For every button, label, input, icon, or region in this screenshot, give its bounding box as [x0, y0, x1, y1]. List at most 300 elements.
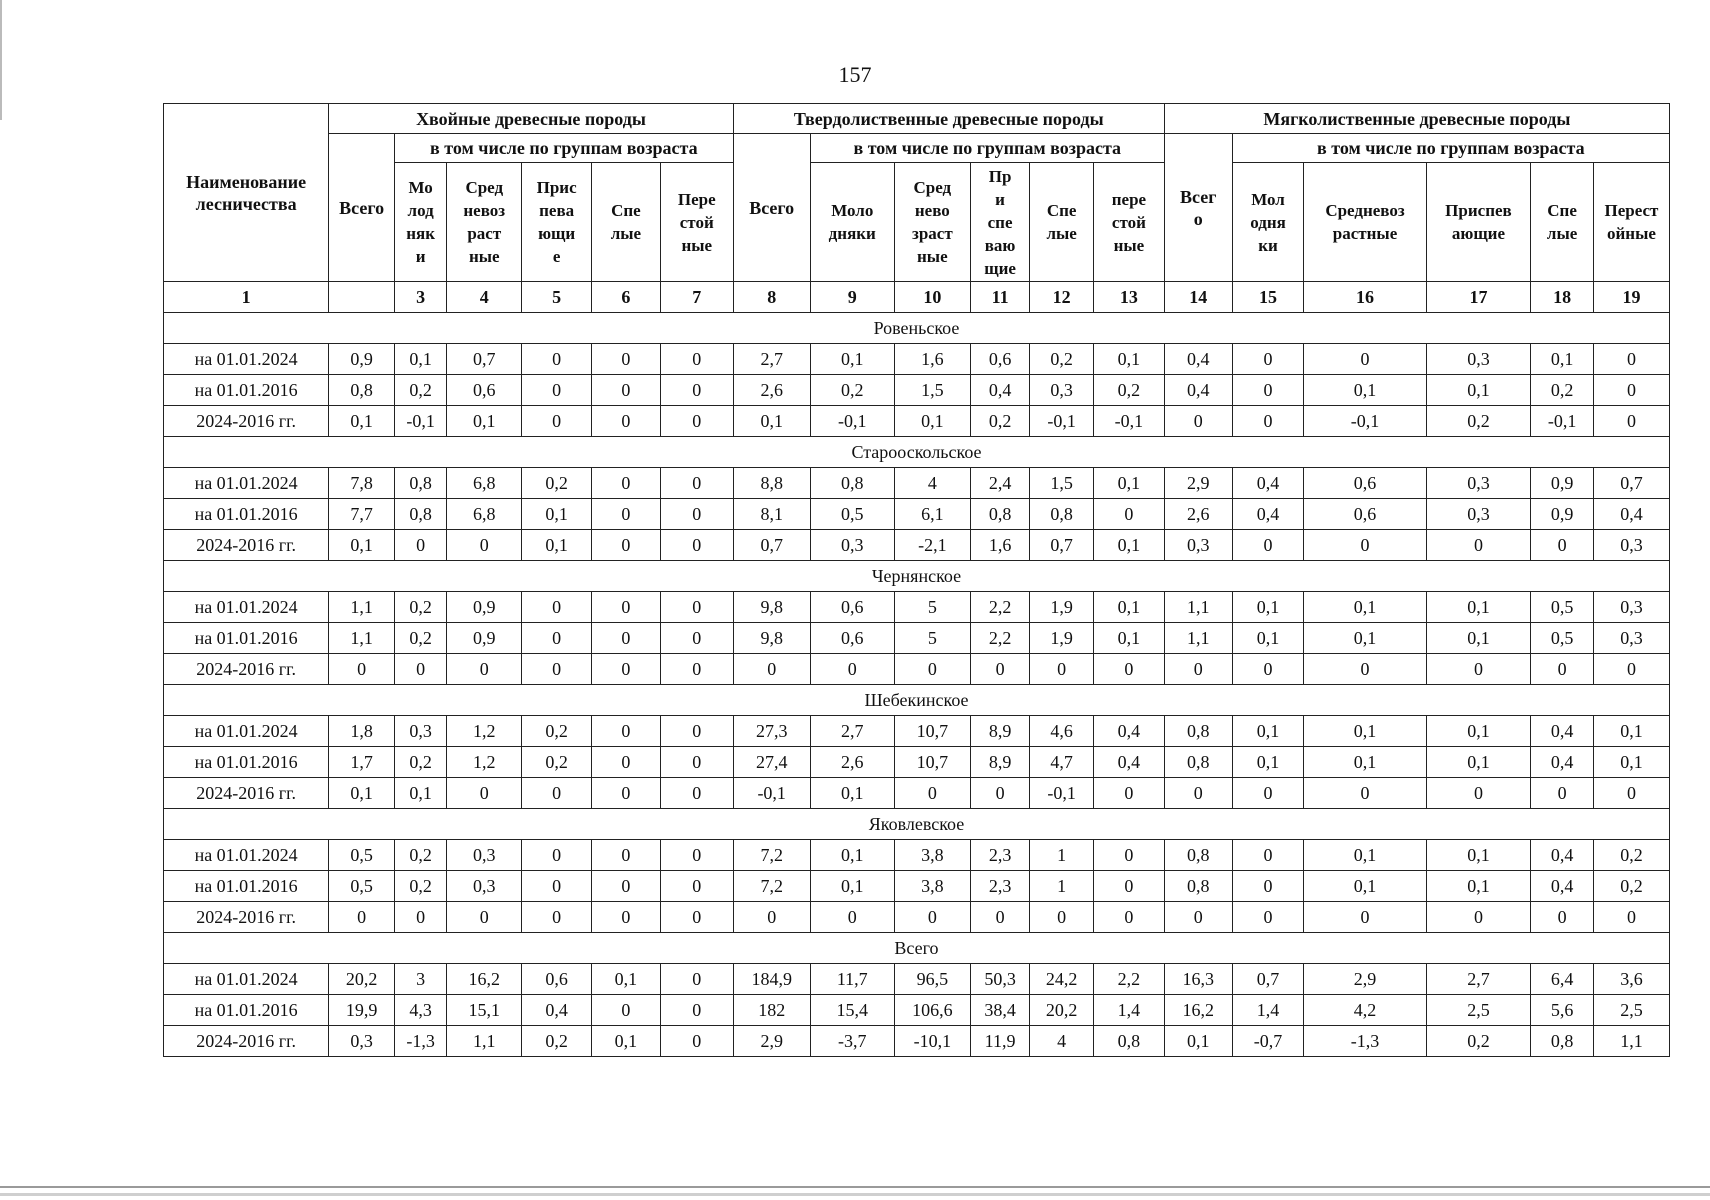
table-cell: 0	[660, 592, 733, 623]
table-cell: 0,1	[1531, 344, 1594, 375]
table-cell: 0,1	[394, 344, 446, 375]
table-cell: 5,6	[1531, 995, 1594, 1026]
table-cell: 182	[733, 995, 810, 1026]
table-cell: 6,4	[1531, 964, 1594, 995]
table-cell: 0,3	[1426, 468, 1531, 499]
table-cell: 0	[660, 499, 733, 530]
table-cell: 0,3	[1030, 375, 1094, 406]
table-cell: 0,1	[522, 499, 592, 530]
header-hardwood-total: Всего	[733, 134, 810, 282]
table-cell: 0	[1030, 654, 1094, 685]
table-cell: 0	[810, 654, 894, 685]
table-row	[164, 592, 1670, 623]
table-cell: 0,1	[1304, 871, 1426, 902]
row-label: на 01.01.2024	[164, 592, 329, 623]
table-cell: 7,2	[733, 840, 810, 871]
table-header	[164, 104, 1670, 313]
header-group-softwood: Мягколиственные древесные породы	[1164, 104, 1669, 134]
table-cell: 0,3	[1426, 499, 1531, 530]
table-cell: 0,7	[1593, 468, 1669, 499]
row-label: 2024-2016 гг.	[164, 778, 329, 809]
table-cell: 0	[592, 344, 661, 375]
table-cell: 50,3	[970, 964, 1030, 995]
table-cell: 6,8	[447, 499, 522, 530]
table-cell: 0,7	[733, 530, 810, 561]
table-cell: 0,1	[1304, 375, 1426, 406]
table-cell: 0,3	[447, 840, 522, 871]
header-conifer-age-col: Сред невоз раст ные	[447, 163, 522, 282]
row-label: на 01.01.2016	[164, 747, 329, 778]
table-cell: 0	[522, 623, 592, 654]
table-cell: 1,6	[970, 530, 1030, 561]
table-cell: 0	[660, 468, 733, 499]
table-cell: 0,2	[1426, 1026, 1531, 1057]
table-cell: 0	[1426, 654, 1531, 685]
table-row	[164, 778, 1670, 809]
table-cell: 0	[447, 778, 522, 809]
header-conifer-age-col: Спе лые	[592, 163, 661, 282]
table-cell: 0,1	[522, 530, 592, 561]
table-cell: 0,8	[970, 499, 1030, 530]
table-cell: 0	[522, 375, 592, 406]
column-number: 12	[1030, 282, 1094, 313]
table-cell: 0,2	[394, 747, 446, 778]
table-cell: 3,8	[894, 871, 970, 902]
table-cell: 0,9	[329, 344, 395, 375]
column-number: 9	[810, 282, 894, 313]
table-cell: 0	[1531, 530, 1594, 561]
table-cell: 0,3	[1426, 344, 1531, 375]
table-cell: 1,4	[1232, 995, 1304, 1026]
table-cell: 0	[660, 530, 733, 561]
header-hardwood-age-col: Моло дняки	[810, 163, 894, 282]
forestry-age-group-table	[163, 103, 1670, 1057]
table-cell: 0,1	[1593, 747, 1669, 778]
table-cell: 184,9	[733, 964, 810, 995]
table-cell: 2,2	[1093, 964, 1164, 995]
table-cell: 0	[1593, 654, 1669, 685]
table-cell: 20,2	[1030, 995, 1094, 1026]
section-title: Всего	[164, 933, 1670, 964]
table-cell: 6,1	[894, 499, 970, 530]
table-cell: 0,1	[592, 1026, 661, 1057]
table-cell: 3,8	[894, 840, 970, 871]
table-cell: 0,2	[810, 375, 894, 406]
row-label: на 01.01.2024	[164, 468, 329, 499]
table-cell: 0,9	[447, 623, 522, 654]
table-cell: 1,2	[447, 716, 522, 747]
table-cell: 0	[447, 902, 522, 933]
table-cell: -10,1	[894, 1026, 970, 1057]
table-cell: 0,1	[733, 406, 810, 437]
table-cell: 1,1	[1593, 1026, 1669, 1057]
column-number: 19	[1593, 282, 1669, 313]
row-label: на 01.01.2016	[164, 375, 329, 406]
table-cell: 0,3	[329, 1026, 395, 1057]
table-row	[164, 902, 1670, 933]
table-cell: 3	[394, 964, 446, 995]
table-cell: 0,1	[1304, 592, 1426, 623]
table-cell: -0,1	[1030, 406, 1094, 437]
table-cell: 5	[894, 592, 970, 623]
table-cell: 0,7	[1030, 530, 1094, 561]
table-cell: 0,1	[894, 406, 970, 437]
table-cell: 0,1	[1426, 623, 1531, 654]
table-cell: 0,6	[810, 623, 894, 654]
header-hardwood-age-col: Сред нево зраст ные	[894, 163, 970, 282]
table-cell: 0	[894, 654, 970, 685]
table-cell: 0,6	[1304, 468, 1426, 499]
table-cell: 0,8	[1531, 1026, 1594, 1057]
table-cell: 0,1	[1093, 623, 1164, 654]
table-cell: 0,4	[970, 375, 1030, 406]
table-cell: 2,2	[970, 592, 1030, 623]
table-cell: 2,3	[970, 840, 1030, 871]
table-cell: 0	[522, 654, 592, 685]
table-cell: 0	[1232, 654, 1304, 685]
row-label: на 01.01.2016	[164, 871, 329, 902]
table-cell: 0,4	[1531, 716, 1594, 747]
table-row	[164, 406, 1670, 437]
table-cell: 0,1	[1304, 716, 1426, 747]
table-cell: 0	[592, 530, 661, 561]
table-cell: 0,1	[329, 778, 395, 809]
table-cell: 2,7	[733, 344, 810, 375]
table-cell: 0,9	[1531, 499, 1594, 530]
table-cell: 0,1	[1093, 530, 1164, 561]
table-cell: 0	[1531, 654, 1594, 685]
table-body	[164, 313, 1670, 1057]
table-cell: 0	[592, 592, 661, 623]
table-cell: 0	[447, 654, 522, 685]
table-cell: 0,2	[1030, 344, 1094, 375]
table-cell: 0,4	[1164, 375, 1232, 406]
table-cell: 0	[1093, 902, 1164, 933]
table-cell: 0	[1093, 499, 1164, 530]
column-number: 7	[660, 282, 733, 313]
table-cell: 0	[592, 747, 661, 778]
table-cell: 0	[660, 1026, 733, 1057]
table-cell: 2,6	[810, 747, 894, 778]
table-cell: 0,1	[1093, 344, 1164, 375]
table-cell: 0	[1593, 344, 1669, 375]
table-cell: 1,1	[1164, 623, 1232, 654]
table-cell: 8,9	[970, 747, 1030, 778]
table-row	[164, 716, 1670, 747]
table-cell: 2,3	[970, 871, 1030, 902]
table-cell: 10,7	[894, 716, 970, 747]
table-cell: 0,8	[329, 375, 395, 406]
table-cell: 8,8	[733, 468, 810, 499]
table-cell: 0,3	[1593, 530, 1669, 561]
column-number: 6	[592, 282, 661, 313]
table-cell: 0,2	[1593, 871, 1669, 902]
table-cell: 0,4	[1531, 871, 1594, 902]
table-cell: 0	[660, 654, 733, 685]
row-label: 2024-2016 гг.	[164, 406, 329, 437]
section-title: Яковлевское	[164, 809, 1670, 840]
table-cell: 2,5	[1593, 995, 1669, 1026]
table-cell: 16,2	[447, 964, 522, 995]
table-cell: 2,6	[733, 375, 810, 406]
table-cell: 4	[1030, 1026, 1094, 1057]
table-cell: 8,9	[970, 716, 1030, 747]
table-cell: 0	[1304, 344, 1426, 375]
section-title: Шебекинское	[164, 685, 1670, 716]
table-cell: 0,2	[522, 468, 592, 499]
table-cell: -0,1	[1304, 406, 1426, 437]
table-cell: 0,8	[394, 499, 446, 530]
table-cell: 0	[1232, 840, 1304, 871]
row-label: на 01.01.2024	[164, 716, 329, 747]
table-cell: 0,1	[1093, 468, 1164, 499]
column-number: 8	[733, 282, 810, 313]
table-cell: 0	[1164, 902, 1232, 933]
table-cell: 0,2	[522, 1026, 592, 1057]
table-cell: 1,7	[329, 747, 395, 778]
table-cell: 0	[394, 654, 446, 685]
table-cell: 0,4	[1531, 840, 1594, 871]
row-label: на 01.01.2024	[164, 840, 329, 871]
table-cell: 7,2	[733, 871, 810, 902]
table-cell: 11,7	[810, 964, 894, 995]
column-number: 17	[1426, 282, 1531, 313]
table-cell: 1,2	[447, 747, 522, 778]
table-cell: 5	[894, 623, 970, 654]
header-hardwood-age-col: пере стой ные	[1093, 163, 1164, 282]
table-cell: 0	[733, 902, 810, 933]
table-cell: 2,7	[1426, 964, 1531, 995]
table-cell: 0,2	[394, 375, 446, 406]
table-cell: -0,1	[1093, 406, 1164, 437]
table-cell: 0	[592, 406, 661, 437]
row-label: 2024-2016 гг.	[164, 530, 329, 561]
table-cell: 0,1	[592, 964, 661, 995]
table-cell: 0	[660, 995, 733, 1026]
table-cell: 0,6	[810, 592, 894, 623]
row-label: 2024-2016 гг.	[164, 1026, 329, 1057]
table-cell: 0	[592, 499, 661, 530]
section-title: Чернянское	[164, 561, 1670, 592]
table-cell: 0	[447, 530, 522, 561]
table-cell: 8,1	[733, 499, 810, 530]
table-cell: 0	[592, 716, 661, 747]
row-label: на 01.01.2016	[164, 995, 329, 1026]
table-cell: 0	[1232, 406, 1304, 437]
table-cell: 0,8	[1164, 840, 1232, 871]
table-cell: 0,4	[1232, 499, 1304, 530]
table-cell: 0	[894, 778, 970, 809]
table-cell: 0,2	[1531, 375, 1594, 406]
table-cell: -1,3	[394, 1026, 446, 1057]
table-cell: 0	[522, 778, 592, 809]
table-cell: 0	[733, 654, 810, 685]
table-cell: 0	[660, 778, 733, 809]
table-cell: 0,1	[329, 530, 395, 561]
table-cell: 1	[1030, 871, 1094, 902]
table-cell: 0	[522, 902, 592, 933]
table-cell: 0	[592, 623, 661, 654]
table-cell: 20,2	[329, 964, 395, 995]
column-number: 18	[1531, 282, 1594, 313]
table-cell: 27,4	[733, 747, 810, 778]
table-cell: 0,8	[394, 468, 446, 499]
table-cell: 0,1	[1232, 747, 1304, 778]
scan-bottom-rule	[0, 1186, 1710, 1188]
table-row	[164, 375, 1670, 406]
table-cell: 0	[1030, 902, 1094, 933]
table-cell: 0,1	[1164, 1026, 1232, 1057]
table-cell: 0	[592, 902, 661, 933]
table-cell: -0,1	[733, 778, 810, 809]
section-title: Ровеньское	[164, 313, 1670, 344]
table-cell: 0	[592, 468, 661, 499]
table-cell: 0	[1164, 654, 1232, 685]
table-cell: 0,5	[1531, 592, 1594, 623]
table-cell: 0	[970, 902, 1030, 933]
table-cell: 0,4	[1093, 716, 1164, 747]
table-cell: -0,7	[1232, 1026, 1304, 1057]
table-row	[164, 995, 1670, 1026]
table-cell: 0	[810, 902, 894, 933]
table-cell: 0	[1304, 530, 1426, 561]
scan-bottom-rule-secondary	[0, 1193, 1710, 1196]
table-cell: 1,9	[1030, 623, 1094, 654]
table-cell: 0	[1531, 902, 1594, 933]
table-cell: 0	[1164, 778, 1232, 809]
table-cell: 0,2	[394, 840, 446, 871]
table-cell: 1,4	[1093, 995, 1164, 1026]
header-forestry-name: Наименование лесничества	[164, 104, 329, 282]
table-cell: 2,9	[1304, 964, 1426, 995]
table-cell: 1,6	[894, 344, 970, 375]
table-cell: 0	[1232, 902, 1304, 933]
table-cell: 0,3	[1593, 592, 1669, 623]
table-cell: 1,9	[1030, 592, 1094, 623]
table-cell: 0	[1426, 902, 1531, 933]
table-cell: 0,7	[447, 344, 522, 375]
column-number: 5	[522, 282, 592, 313]
table-cell: 0,8	[810, 468, 894, 499]
column-number: 13	[1093, 282, 1164, 313]
table-cell: 0,2	[394, 871, 446, 902]
header-softwood-total: Всег о	[1164, 134, 1232, 282]
table-cell: 0,1	[394, 778, 446, 809]
table-row	[164, 654, 1670, 685]
table-cell: 0	[1304, 902, 1426, 933]
table-cell: 0,2	[522, 716, 592, 747]
table-cell: 0	[1232, 344, 1304, 375]
table-cell: 7,7	[329, 499, 395, 530]
table-cell: 11,9	[970, 1026, 1030, 1057]
table-cell: -3,7	[810, 1026, 894, 1057]
table-cell: 0	[592, 375, 661, 406]
table-cell: 1,1	[447, 1026, 522, 1057]
table-row	[164, 1026, 1670, 1057]
table-cell: 0,3	[447, 871, 522, 902]
table-cell: 0,6	[447, 375, 522, 406]
section-title: Старооскольское	[164, 437, 1670, 468]
header-hardwood-age-col: Спе лые	[1030, 163, 1094, 282]
table-cell: 0,6	[1304, 499, 1426, 530]
column-number: 14	[1164, 282, 1232, 313]
row-label: на 01.01.2024	[164, 964, 329, 995]
table-row	[164, 964, 1670, 995]
table-cell: 0,3	[1164, 530, 1232, 561]
table-cell: 4,7	[1030, 747, 1094, 778]
table-cell: 1,1	[329, 592, 395, 623]
table-cell: 0,1	[1304, 840, 1426, 871]
table-cell: 0	[1093, 778, 1164, 809]
table-cell: 0	[1593, 778, 1669, 809]
table-cell: 7,8	[329, 468, 395, 499]
table-cell: 0	[592, 871, 661, 902]
table-cell: 0,3	[1593, 623, 1669, 654]
table-cell: 0,4	[1593, 499, 1669, 530]
header-conifer-age-col: Мо лод няк и	[394, 163, 446, 282]
row-label: на 01.01.2024	[164, 344, 329, 375]
table-cell: 0,6	[970, 344, 1030, 375]
table-cell: 10,7	[894, 747, 970, 778]
table-cell: 2,7	[810, 716, 894, 747]
table-cell: 0	[970, 654, 1030, 685]
table-row	[164, 623, 1670, 654]
table-cell: 1,1	[329, 623, 395, 654]
table-cell: 15,4	[810, 995, 894, 1026]
row-label: на 01.01.2016	[164, 623, 329, 654]
table-cell: 0	[660, 716, 733, 747]
table-cell: 0,8	[1164, 747, 1232, 778]
row-label: 2024-2016 гг.	[164, 654, 329, 685]
table-cell: 0	[1426, 530, 1531, 561]
table-cell: 0	[1232, 778, 1304, 809]
table-cell: 0,1	[1426, 375, 1531, 406]
table-cell: 0,1	[810, 871, 894, 902]
table-cell: 0	[660, 623, 733, 654]
table-row	[164, 871, 1670, 902]
table-cell: 0,1	[1304, 747, 1426, 778]
table-cell: 0	[1093, 871, 1164, 902]
table-cell: 0	[394, 902, 446, 933]
table-cell: 0	[1304, 654, 1426, 685]
table-cell: 1,8	[329, 716, 395, 747]
header-conifer-age-col: Пере стой ные	[660, 163, 733, 282]
table-cell: 0	[1232, 530, 1304, 561]
table-cell: 0	[660, 871, 733, 902]
table-cell: -2,1	[894, 530, 970, 561]
table-cell: 0,1	[1426, 871, 1531, 902]
table-cell: 0	[522, 406, 592, 437]
table-cell: 0,2	[1426, 406, 1531, 437]
table-cell: 0	[1093, 840, 1164, 871]
table-cell: 16,3	[1164, 964, 1232, 995]
page-number: 157	[838, 62, 872, 87]
table-cell: 1,5	[1030, 468, 1094, 499]
table-cell: 0,2	[394, 623, 446, 654]
table-cell: 0	[1093, 654, 1164, 685]
table-cell: 27,3	[733, 716, 810, 747]
table-cell: 0,3	[810, 530, 894, 561]
table-cell: 0	[1304, 778, 1426, 809]
table-cell: 2,2	[970, 623, 1030, 654]
table-cell: 106,6	[894, 995, 970, 1026]
table-cell: 1,5	[894, 375, 970, 406]
table-cell: 0	[660, 344, 733, 375]
header-conifer-total: Всего	[329, 134, 395, 282]
table-cell: 0	[660, 902, 733, 933]
table-cell: 0,1	[1426, 747, 1531, 778]
table-cell: 4,3	[394, 995, 446, 1026]
